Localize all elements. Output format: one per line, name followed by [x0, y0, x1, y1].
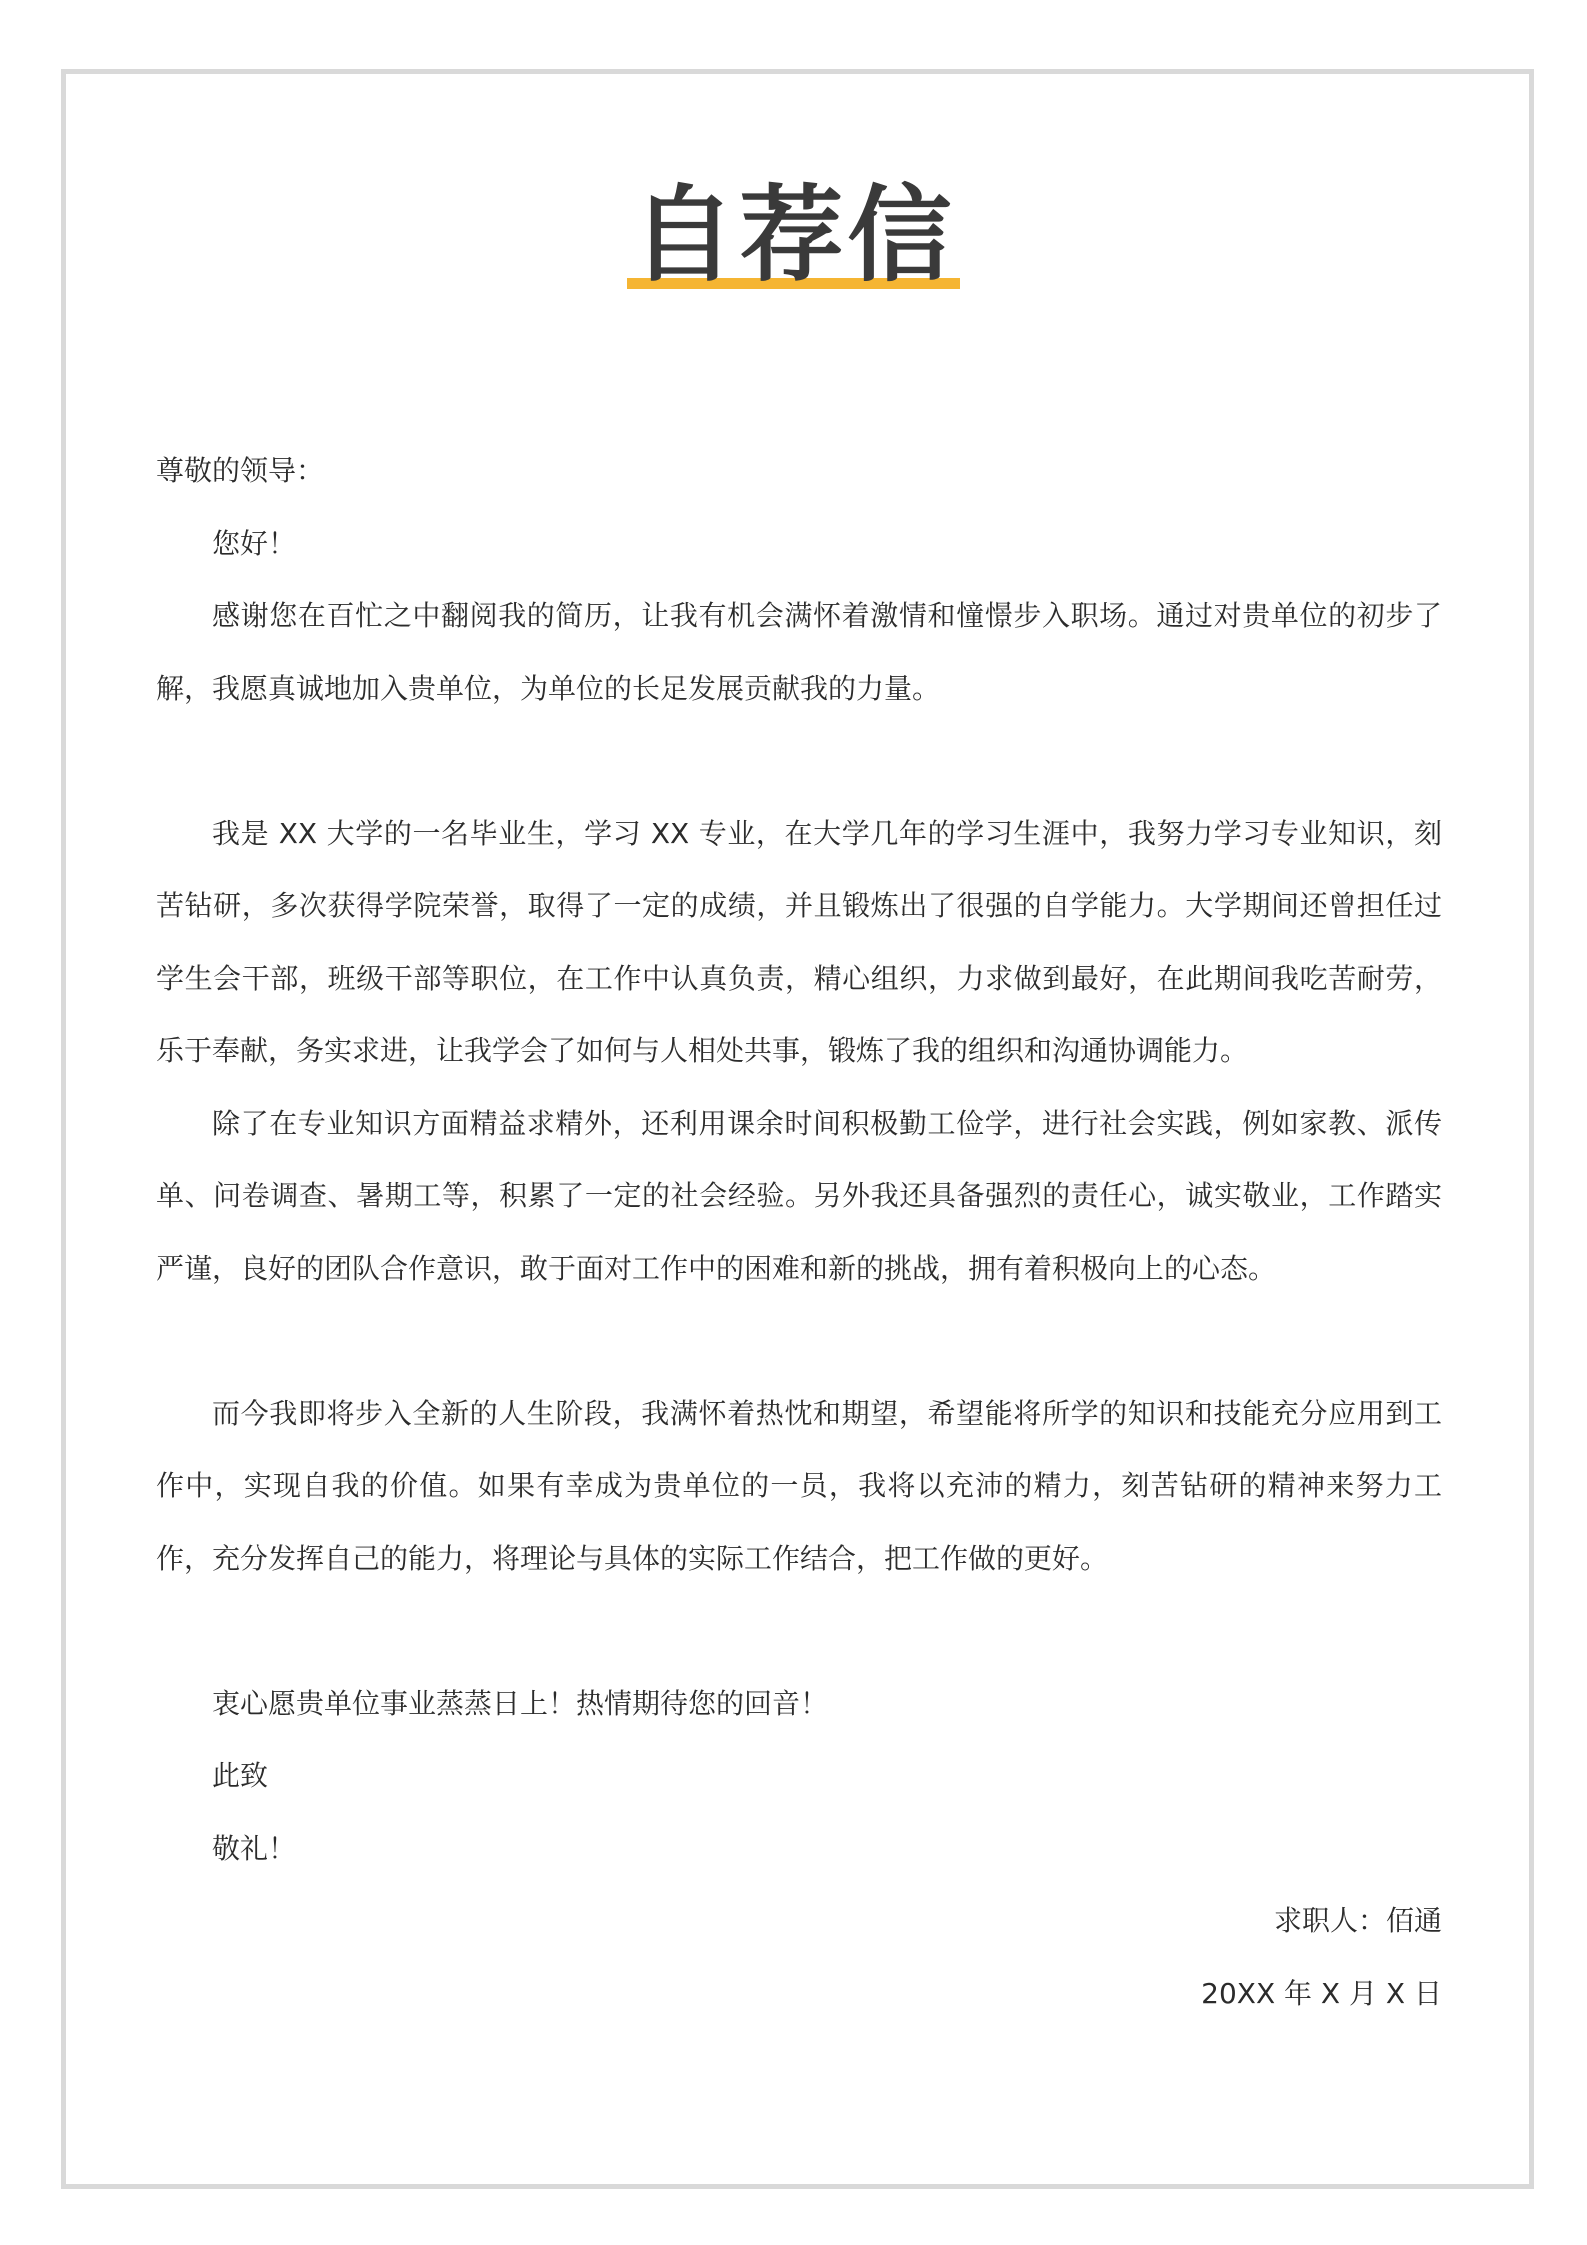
spacer — [156, 1305, 1442, 1378]
paragraph-aspiration: 而今我即将步入全新的人生阶段，我满怀着热忱和期望，希望能将所学的知识和技能充分应用到工作中，实现自我的价值。如果有幸成为贵单位的一员，我将以充沛的精力，刻苦钻研的精神来努力工作，充分发挥自己的能力，将理论与具体的实际工作结合，把工作做的更好。 — [156, 1396, 1442, 1575]
paragraph-intro: 感谢您在百忙之中翻阅我的简历，让我有机会满怀着激情和憧憬步入职场。通过对贵单位的初步了解，我愿真诚地加入贵单位，为单位的长足发展贡献我的力量。 — [156, 599, 1442, 705]
greeting: 您好！ — [212, 526, 297, 560]
closing-line-1: 此致 — [212, 1759, 269, 1792]
paragraph-experience: 除了在专业知识方面精益求精外，还利用课余时间积极勤工俭学，进行社会实践，例如家教、派传单、问卷调查、暑期工等，积累了一定的社会经验。另外我还具备强烈的责任心，诚实敬业，工作踏实严谨，良好的团队合作意识，敢于面对工作中的困难和新的挑战，拥有着积极向上的心态。 — [156, 1106, 1442, 1285]
salutation: 尊敬的领导： — [156, 454, 325, 487]
spacer — [156, 1595, 1442, 1668]
wish-line: 衷心愿贵单位事业蒸蒸日上！热情期待您的回音！ — [212, 1686, 829, 1720]
closing-line-2: 敬礼！ — [212, 1831, 297, 1865]
date: 20XX 年 X 月 X 日 — [1201, 1976, 1442, 2010]
paragraph-education: 我是 XX 大学的一名毕业生，学习 XX 专业，在大学几年的学习生涯中，我努力学习专业知识，刻苦钻研，多次获得学院荣誉，取得了一定的成绩，并且锻炼出了很强的自学能力。大学期间还曾担任过学生会干部，班级干部等职位，在工作中认真负责，精心组织，力求做到最好，在此期间我吃苦耐劳，乐于奉献，务实求进，让我学会了如何与人相处共事，锻炼了我的组织和沟通协调能力。 — [156, 816, 1442, 1067]
document-title — [627, 175, 959, 295]
signature: 求职人：佰通 — [1273, 1904, 1442, 1937]
spacer — [156, 725, 1442, 798]
title-area — [0, 175, 1587, 295]
letter-body — [156, 435, 1442, 2030]
title-text: 自荐信 — [631, 174, 956, 296]
